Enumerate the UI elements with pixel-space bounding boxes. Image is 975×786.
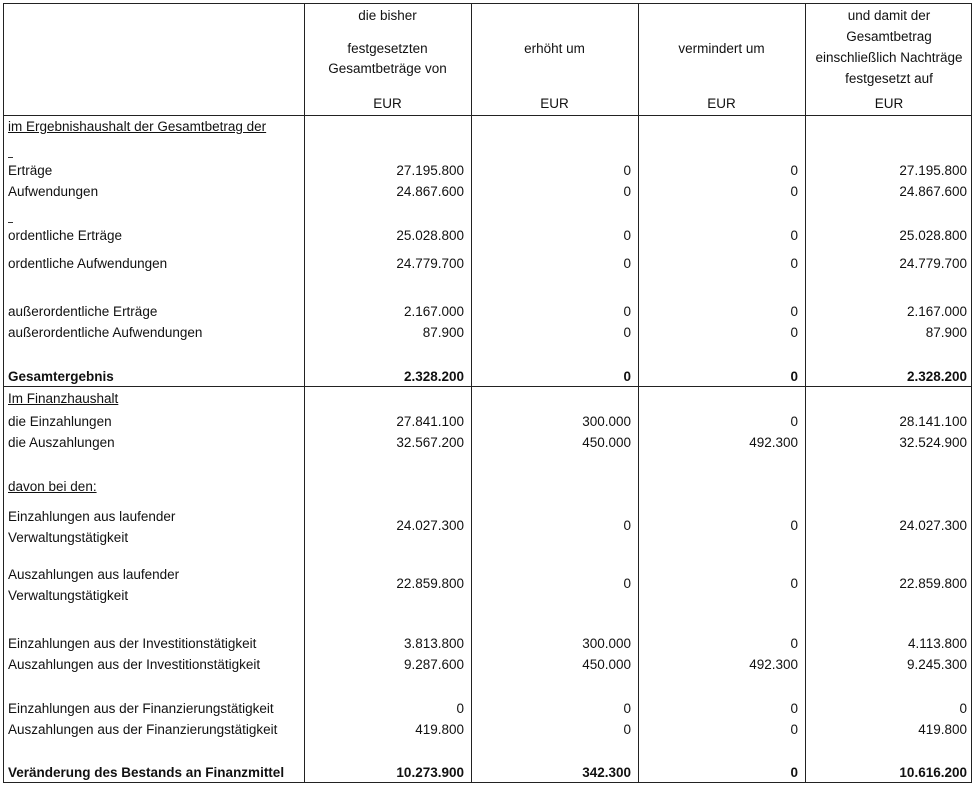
value-previous: 87.900 (422, 325, 464, 340)
value-previous: 9.287.600 (403, 657, 464, 672)
value-total: 10.616.200 (899, 765, 967, 780)
value-decrease: 0 (790, 518, 798, 533)
value-previous: 2.167.000 (403, 304, 464, 319)
header-col-decrease-unit: EUR (707, 96, 736, 111)
value-total: 87.900 (925, 325, 967, 340)
row-label: außerordentliche Aufwendungen (8, 325, 203, 340)
header-col-decrease: vermindert um (678, 41, 765, 56)
value-total: 0 (959, 701, 967, 716)
row-label-line1: Einzahlungen aus laufender (8, 509, 176, 524)
row-label-multiline (8, 506, 175, 548)
value-increase: 450.000 (582, 657, 631, 672)
value-total: 25.028.800 (899, 228, 967, 243)
header-col-total-line4: festgesetzt auf (845, 71, 933, 86)
row-label-multiline (8, 564, 179, 606)
value-decrease: 0 (790, 369, 798, 384)
value-total: 2.167.000 (906, 304, 967, 319)
value-previous: 3.813.800 (403, 636, 464, 651)
row-label: Einzahlungen aus der Investitionstätigkeit (8, 636, 257, 651)
header-col-total-line1: und damit der (847, 8, 931, 23)
value-total: 9.245.300 (906, 657, 967, 672)
row-label-line2: Verwaltungstätigkeit (8, 530, 129, 545)
row-label: Erträge (8, 163, 53, 178)
value-previous: 24.779.700 (396, 256, 464, 271)
value-increase: 0 (623, 228, 631, 243)
dash-mark (8, 222, 13, 223)
value-decrease: 0 (790, 163, 798, 178)
row-label: Auszahlungen aus der Investitionstätigkeit (8, 657, 261, 672)
row-label: Aufwendungen (8, 184, 99, 199)
value-increase: 0 (623, 325, 631, 340)
value-total: 419.800 (918, 722, 967, 737)
value-total: 32.524.900 (899, 435, 967, 450)
header-col-increase: erhöht um (524, 41, 585, 56)
value-decrease: 0 (790, 228, 798, 243)
value-increase: 0 (623, 722, 631, 737)
row-label: Einzahlungen aus der Finanzierungstätigkeit (8, 701, 274, 716)
value-previous: 22.859.800 (396, 576, 464, 591)
row-label-line1: Auszahlungen aus laufender (8, 567, 180, 582)
value-increase: 0 (623, 576, 631, 591)
row-label: Auszahlungen aus der Finanzierungstätigkeit (8, 722, 278, 737)
value-increase: 450.000 (582, 435, 631, 450)
value-decrease: 0 (790, 325, 798, 340)
budget-table (3, 3, 972, 783)
header-col-total-line2: Gesamtbetrag (846, 29, 932, 44)
value-increase: 0 (623, 163, 631, 178)
header-col-previous-line1: die bisher (358, 8, 417, 23)
value-total: 4.113.800 (907, 636, 967, 651)
row-label: ordentliche Erträge (8, 228, 123, 243)
value-total: 24.779.700 (899, 256, 967, 271)
value-increase: 0 (623, 369, 631, 384)
value-increase: 300.000 (582, 414, 631, 429)
value-increase: 0 (623, 518, 631, 533)
header-col-previous-line2: festgesetzten (347, 41, 428, 56)
row-label-line2: Verwaltungstätigkeit (8, 588, 129, 603)
value-increase: 0 (623, 184, 631, 199)
subsection-title: davon bei den: (8, 479, 97, 494)
header-col-previous-line3: Gesamtbeträge von (328, 61, 447, 76)
value-total: 24.027.300 (899, 518, 967, 533)
value-decrease: 0 (790, 414, 798, 429)
value-increase: 342.300 (582, 765, 631, 780)
header-col-total (805, 5, 973, 89)
value-increase: 0 (623, 256, 631, 271)
header-col-previous-unit: EUR (373, 96, 402, 111)
value-total: 28.141.100 (899, 414, 967, 429)
row-label: außerordentliche Erträge (8, 304, 158, 319)
row-label-total: Gesamtergebnis (8, 369, 114, 384)
value-decrease: 492.300 (749, 657, 798, 672)
value-previous: 32.567.200 (396, 435, 464, 450)
value-decrease: 0 (790, 636, 798, 651)
value-total: 22.859.800 (899, 576, 967, 591)
value-total: 27.195.800 (899, 163, 967, 178)
value-previous: 24.867.600 (396, 184, 464, 199)
value-increase: 0 (623, 304, 631, 319)
header-col-total-unit: EUR (874, 96, 904, 111)
value-previous: 0 (456, 701, 464, 716)
row-label: die Auszahlungen (8, 435, 115, 450)
row-label-total: Veränderung des Bestands an Finanzmittel (8, 765, 285, 780)
value-decrease: 0 (790, 576, 798, 591)
value-increase: 0 (623, 701, 631, 716)
value-decrease: 492.300 (749, 435, 798, 450)
value-previous: 419.800 (415, 722, 464, 737)
row-label: ordentliche Aufwendungen (8, 256, 168, 271)
header-col-previous-text (304, 39, 471, 79)
value-previous: 25.028.800 (396, 228, 464, 243)
header-divider (4, 115, 971, 116)
row-label: die Einzahlungen (8, 414, 112, 429)
value-previous: 27.195.800 (396, 163, 464, 178)
value-previous: 24.027.300 (396, 518, 464, 533)
section-title-ergebnishaushalt: im Ergebnishaushalt der Gesamtbetrag der (8, 119, 267, 134)
section-title-finanzhaushalt: Im Finanzhaushalt (8, 391, 119, 406)
value-previous: 27.841.100 (396, 414, 464, 429)
value-decrease: 0 (790, 701, 798, 716)
value-decrease: 0 (790, 722, 798, 737)
value-decrease: 0 (790, 184, 798, 199)
value-previous: 10.273.900 (396, 765, 464, 780)
value-previous: 2.328.200 (403, 369, 464, 384)
value-decrease: 0 (790, 765, 798, 780)
section-divider (4, 386, 971, 387)
dash-mark (8, 157, 13, 158)
value-decrease: 0 (790, 304, 798, 319)
header-col-total-line3: einschließlich Nachträge (815, 50, 963, 65)
value-total: 2.328.200 (906, 369, 967, 384)
value-increase: 300.000 (582, 636, 631, 651)
value-total: 24.867.600 (899, 184, 967, 199)
value-decrease: 0 (790, 256, 798, 271)
header-col-previous (304, 5, 471, 26)
header-col-increase-unit: EUR (540, 96, 569, 111)
